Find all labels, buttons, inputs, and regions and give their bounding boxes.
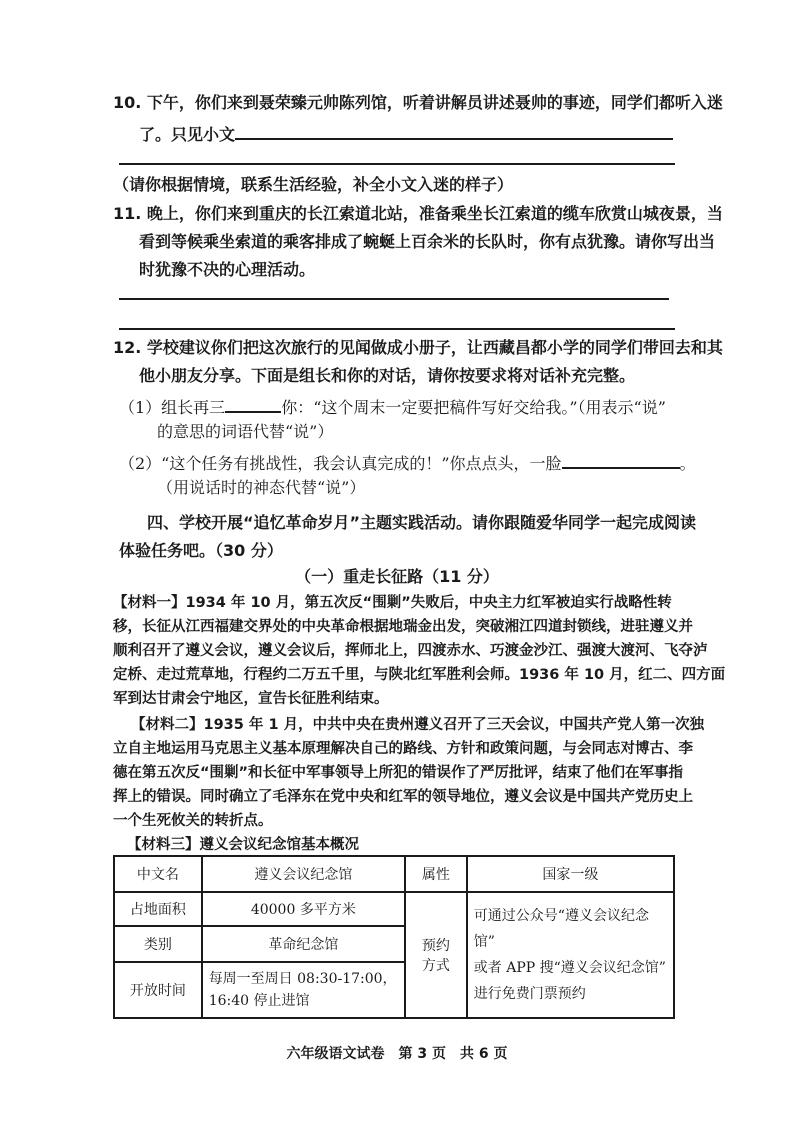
value-booking — [467, 892, 674, 1018]
q12-sub1-line2: 的意思的词语代替“说”） — [157, 422, 334, 441]
value-attr: 国家一级 — [467, 856, 674, 892]
material1-line2: 移，长征从江西福建交界处的中央革命根据地瑞金出发，突破湘江四道封锁线，进驻遵义并 — [113, 619, 693, 635]
value-type: 革命纪念馆 — [202, 926, 405, 962]
material3-title: 【材料三】遵义会议纪念馆基本概况 — [127, 837, 359, 853]
table-row — [114, 892, 674, 926]
material2-line3: 德在第五次反“围剿”和长征中军事领导上所犯的错误作了严厉批评，结束了他们在军事指 — [113, 765, 684, 781]
header-hours: 开放时间 — [114, 962, 202, 1018]
header-booking-2: 方式 — [421, 958, 450, 974]
part1-title: （一）重走长征路（11 分） — [295, 567, 499, 586]
q12-sub2-text: （2）“这个任务有挑战性，我会认真完成的！”你点点头，一脸 — [119, 454, 562, 473]
header-area: 占地面积 — [114, 892, 202, 926]
q11-line2: 看到等候乘坐索道的乘客排成了蜿蜒上百余米的长队时，你有点犹豫。请你写出当 — [139, 232, 716, 251]
q12-sub1-prefix: （1）组长再三 — [119, 398, 226, 417]
section4-line2: 体验任务吧。（30 分） — [119, 541, 283, 560]
material2-line1: 【材料二】1935 年 1 月，中共中央在贵州遵义召开了三天会议，中国共产党人第一次独 — [131, 717, 705, 733]
header-type: 类别 — [114, 926, 202, 962]
header-booking — [405, 892, 467, 1018]
page-footer: 六年级语文试卷 第 3 页 共 6 页 — [286, 1046, 508, 1062]
section4-line1: 四、学校开展“追忆革命岁月”主题实践活动。请你跟随爱华同学一起完成阅读 — [147, 513, 697, 532]
q12-sub1-line1 — [119, 393, 666, 419]
q12-sub2-end: 。 — [679, 454, 696, 473]
value-area: 40000 多平方米 — [202, 892, 405, 926]
q10-hint: （请你根据情境，联系生活经验，补全小文入迷的样子） — [113, 175, 514, 194]
material2-line5: 一个生死攸关的转折点。 — [113, 813, 273, 829]
q12-sub2-blank[interactable] — [562, 449, 680, 469]
q10-answer-blank[interactable] — [235, 120, 673, 140]
q12-sub1-blank[interactable] — [225, 393, 281, 413]
q10-answer-line[interactable] — [119, 163, 675, 165]
value-hours-2: 16:40 停止进馆 — [208, 993, 310, 1009]
q12-line1: 12. 学校建议你们把这次旅行的见闻做成小册子，让西藏昌都小学的同学们带回去和其 — [113, 338, 723, 357]
material2-line4: 挥上的错误。同时确立了毛泽东在党中央和红军的领导地位，遵义会议是中国共产党历史上 — [113, 789, 693, 805]
q12-sub2-line2: （用说话时的神态代替“说”） — [157, 478, 366, 497]
material1-line1: 【材料一】1934 年 10 月，第五次反“围剿”失败后，中央主力红军被迫实行战略性转 — [113, 595, 672, 611]
q10-line1: 10. 下午，你们来到聂荣臻元帅陈列馆，听着讲解员讲述聂帅的事迹，同学们都听入迷 — [113, 93, 723, 112]
table-row — [114, 856, 674, 892]
value-booking-1: 可通过公众号“遵义会议纪念馆” — [473, 908, 649, 950]
material1-line3: 顺利召开了遵义会议，遵义会议后，挥师北上，四渡赤水、巧渡金沙江、强渡大渡河、飞夺泸 — [113, 643, 708, 659]
value-booking-2: 或者 APP 搜“遵义会议纪念馆” — [473, 960, 666, 976]
header-booking-1: 预约 — [421, 938, 450, 954]
value-hours — [202, 962, 405, 1018]
q11-line1: 11. 晚上，你们来到重庆的长江索道北站，准备乘坐长江索道的缆车欣赏山城夜景，当 — [113, 204, 723, 223]
q12-sub1-text: 你：“这个周末一定要把稿件写好交给我。”（用表示“说” — [281, 398, 666, 417]
header-name: 中文名 — [114, 856, 202, 892]
q11-answer-line-1[interactable] — [119, 298, 669, 300]
value-name: 遵义会议纪念馆 — [202, 856, 405, 892]
material1-line5: 军到达甘肃会宁地区，宣告长征胜利结束。 — [113, 691, 389, 707]
value-booking-3: 进行免费门票预约 — [473, 986, 586, 1002]
q10-line2-text: 了。只见小文 — [139, 125, 236, 144]
q11-answer-line-2[interactable] — [119, 328, 675, 330]
material2-line2: 立自主地运用马克思主义基本原理解决自己的路线、方针和政策问题，与会同志对博古、李 — [113, 741, 693, 757]
q10-line2 — [139, 120, 673, 146]
q12-sub2-line1 — [119, 449, 696, 475]
material1-line4: 定桥、走过荒草地，行程约二万五千里，与陕北红军胜利会师。1936 年 10 月，红二、四方面 — [113, 667, 726, 683]
memorial-info-table — [113, 855, 675, 1019]
q11-line3: 时犹豫不决的心理活动。 — [139, 260, 316, 279]
q12-line2: 他小朋友分享。下面是组长和你的对话，请你按要求将对话补充完整。 — [139, 366, 636, 385]
value-hours-1: 每周一至周日 08:30-17:00， — [208, 971, 397, 987]
header-attr: 属性 — [405, 856, 467, 892]
